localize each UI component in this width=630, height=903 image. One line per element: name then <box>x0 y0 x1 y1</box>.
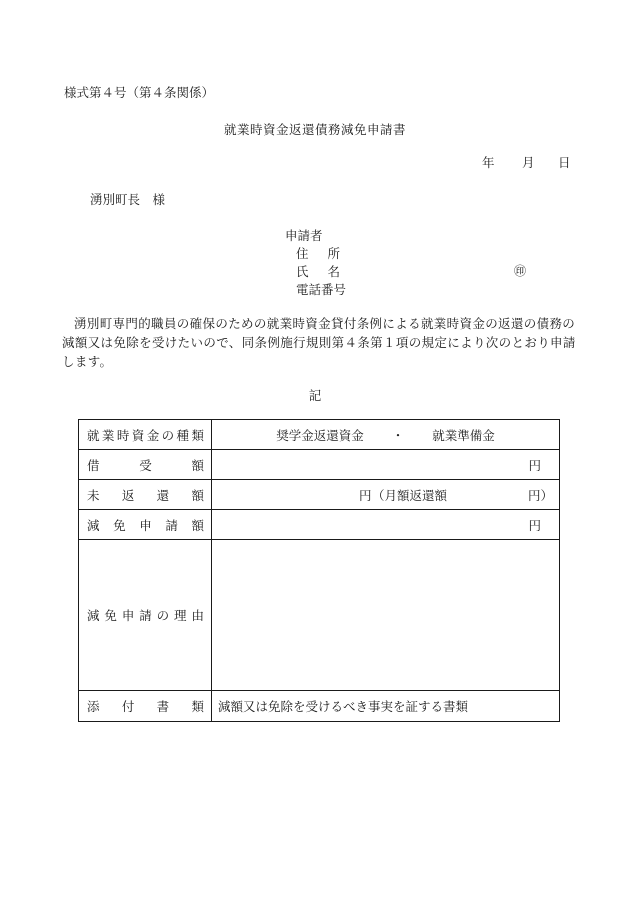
unpaid-yen-unit: 円 <box>359 487 372 503</box>
form-number: 様式第４号（第４条関係） <box>64 85 215 100</box>
date-month: 月 <box>522 155 535 170</box>
request-statement: 湧別町専門的職員の確保のための就業時資金貸付条例による就業時資金の返還の債務の減額又は免除を受けたいので、同条例施行規則第４条第１項の規定により次のとおり申請します。 <box>62 316 576 369</box>
borrowed-amount-label: 借 受 額 <box>79 450 212 480</box>
applicant-heading: 申請者 <box>285 228 323 243</box>
unpaid-amount-field[interactable] <box>212 480 560 510</box>
request-amount-label: 減 免 申 請 額 <box>79 510 212 540</box>
option-scholarship-repayment[interactable]: 奨学金返還資金 <box>276 427 364 443</box>
date-year: 年 <box>482 155 495 170</box>
row-request-amount <box>79 510 560 540</box>
row-borrowed-amount <box>79 450 560 480</box>
yen-unit: 円 <box>528 517 541 533</box>
row-attachments <box>79 691 560 722</box>
monthly-repayment-label: （月額返還額 <box>372 487 448 503</box>
row-unpaid-amount <box>79 480 560 510</box>
applicant-address-label: 住 所 <box>296 246 341 261</box>
attachments-value: 減額又は免除を受けるべき事実を証する書類 <box>212 691 560 722</box>
fund-type-value[interactable] <box>212 420 560 450</box>
row-fund-type <box>79 420 560 450</box>
yen-unit: 円 <box>528 457 541 473</box>
applicant-name-label: 氏 名 <box>296 264 341 279</box>
ki-heading: 記 <box>308 388 322 403</box>
row-reason <box>79 540 560 691</box>
unpaid-amount-label: 未 返 還 額 <box>79 480 212 510</box>
option-separator: ・ <box>391 427 405 443</box>
application-table <box>78 419 560 722</box>
addressee: 湧別町長 様 <box>90 192 166 207</box>
document-title: 就業時資金返還債務減免申請書 <box>223 122 406 137</box>
seal-mark: ㊞ <box>514 264 527 278</box>
reason-label: 減 免 申 請 の 理 由 <box>79 540 212 691</box>
fund-type-label: 就 業 時 資 金 の 種 類 <box>79 420 212 450</box>
monthly-yen-unit: 円） <box>528 487 554 503</box>
borrowed-amount-field[interactable] <box>212 450 560 480</box>
attachments-label: 添 付 書 類 <box>79 691 212 722</box>
request-amount-field[interactable] <box>212 510 560 540</box>
reason-field[interactable] <box>212 540 560 691</box>
date-day: 日 <box>558 155 571 170</box>
applicant-phone-label: 電話番号 <box>296 282 347 297</box>
option-employment-preparation[interactable]: 就業準備金 <box>432 427 495 443</box>
